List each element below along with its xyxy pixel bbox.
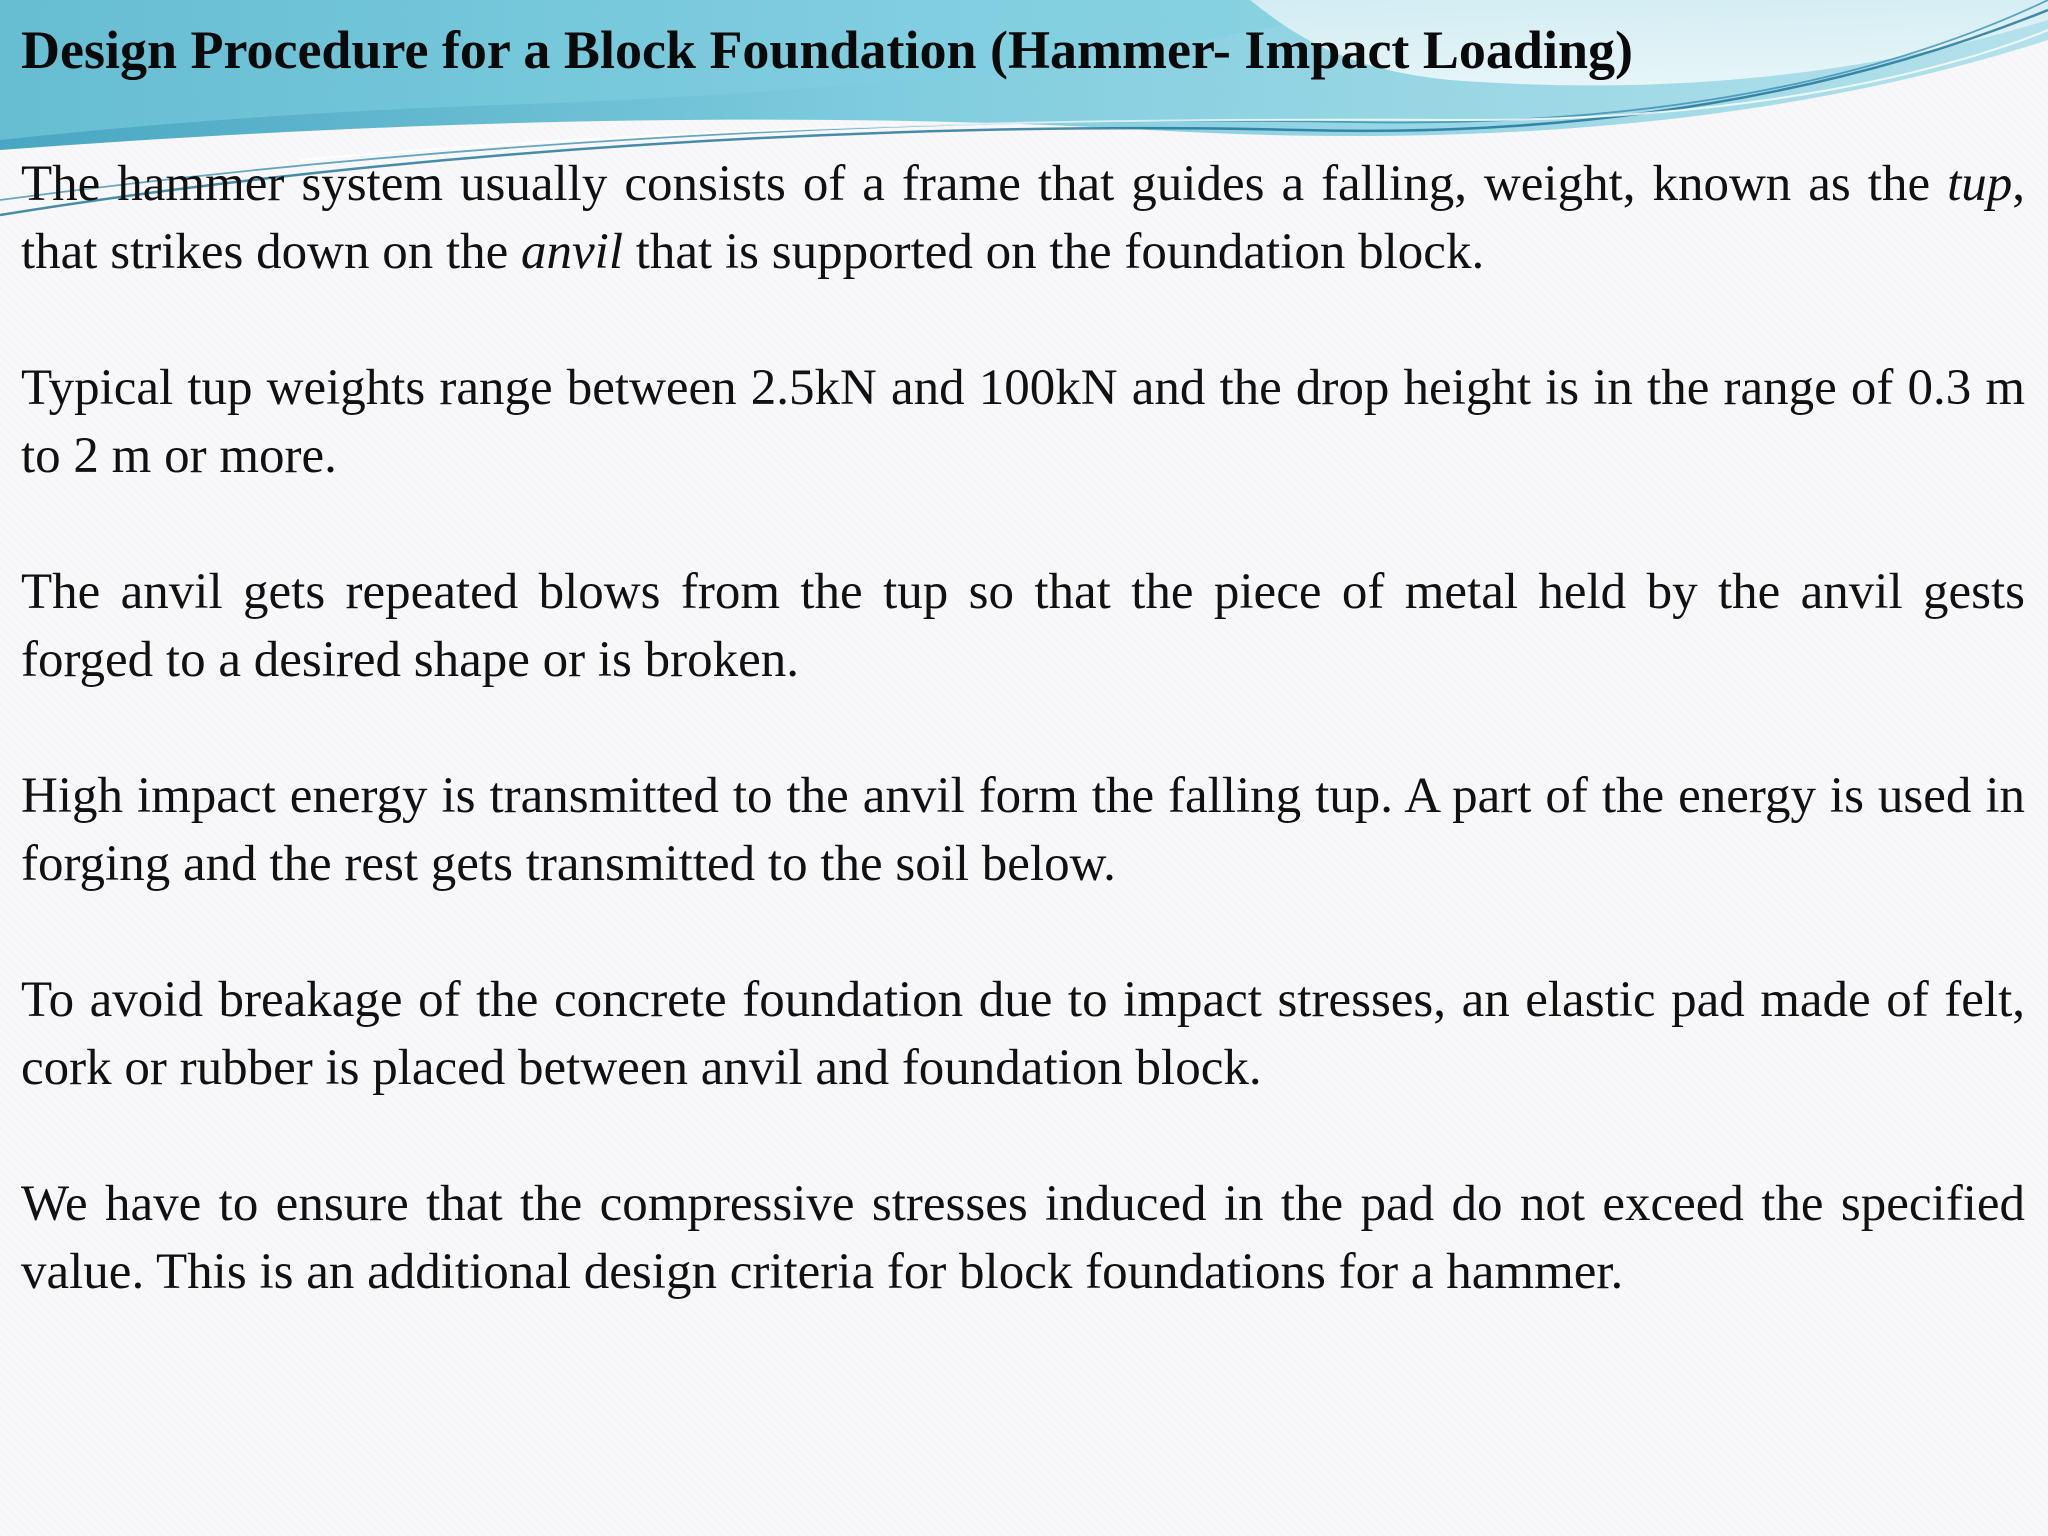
paragraph-impact-energy: High impact energy is transmitted to the anvil form the falling tup. A part of the energy is used in forging and the rest gets transmitted to the soil below. bbox=[21, 768, 2025, 892]
paragraph-tup-weights: Typical tup weights range between 2.5kN and 100kN and the drop height is in the range of 0.3 m to 2 m or more. bbox=[21, 360, 2025, 484]
paragraph-text: The hammer system usually consists of a frame that guides a falling, weight, known as the bbox=[21, 156, 1948, 212]
paragraph-hammer-system bbox=[21, 150, 2025, 286]
paragraph-design-criteria: We have to ensure that the compressive stresses induced in the pad do not exceed the specified value. This is an additional design criteria for block foundations for a hammer. bbox=[21, 1176, 2025, 1300]
term-anvil: anvil bbox=[521, 224, 623, 280]
term-tup: tup bbox=[1947, 156, 2013, 212]
paragraph-text: that is supported on the foundation block. bbox=[623, 224, 1485, 280]
paragraph-anvil-blows: The anvil gets repeated blows from the tup so that the piece of metal held by the anvil gests forged to a desired shape or is broken. bbox=[21, 564, 2025, 688]
paragraph-elastic-pad: To avoid breakage of the concrete foundation due to impact stresses, an elastic pad made of felt, cork or rubber is placed between anvil and foundation block. bbox=[21, 972, 2025, 1096]
paragraph-text: , that strikes down on the bbox=[21, 156, 2025, 280]
slide-title: Design Procedure for a Block Foundation (Hammer- Impact Loading) bbox=[21, 20, 1633, 80]
slide-body bbox=[21, 150, 2025, 1374]
